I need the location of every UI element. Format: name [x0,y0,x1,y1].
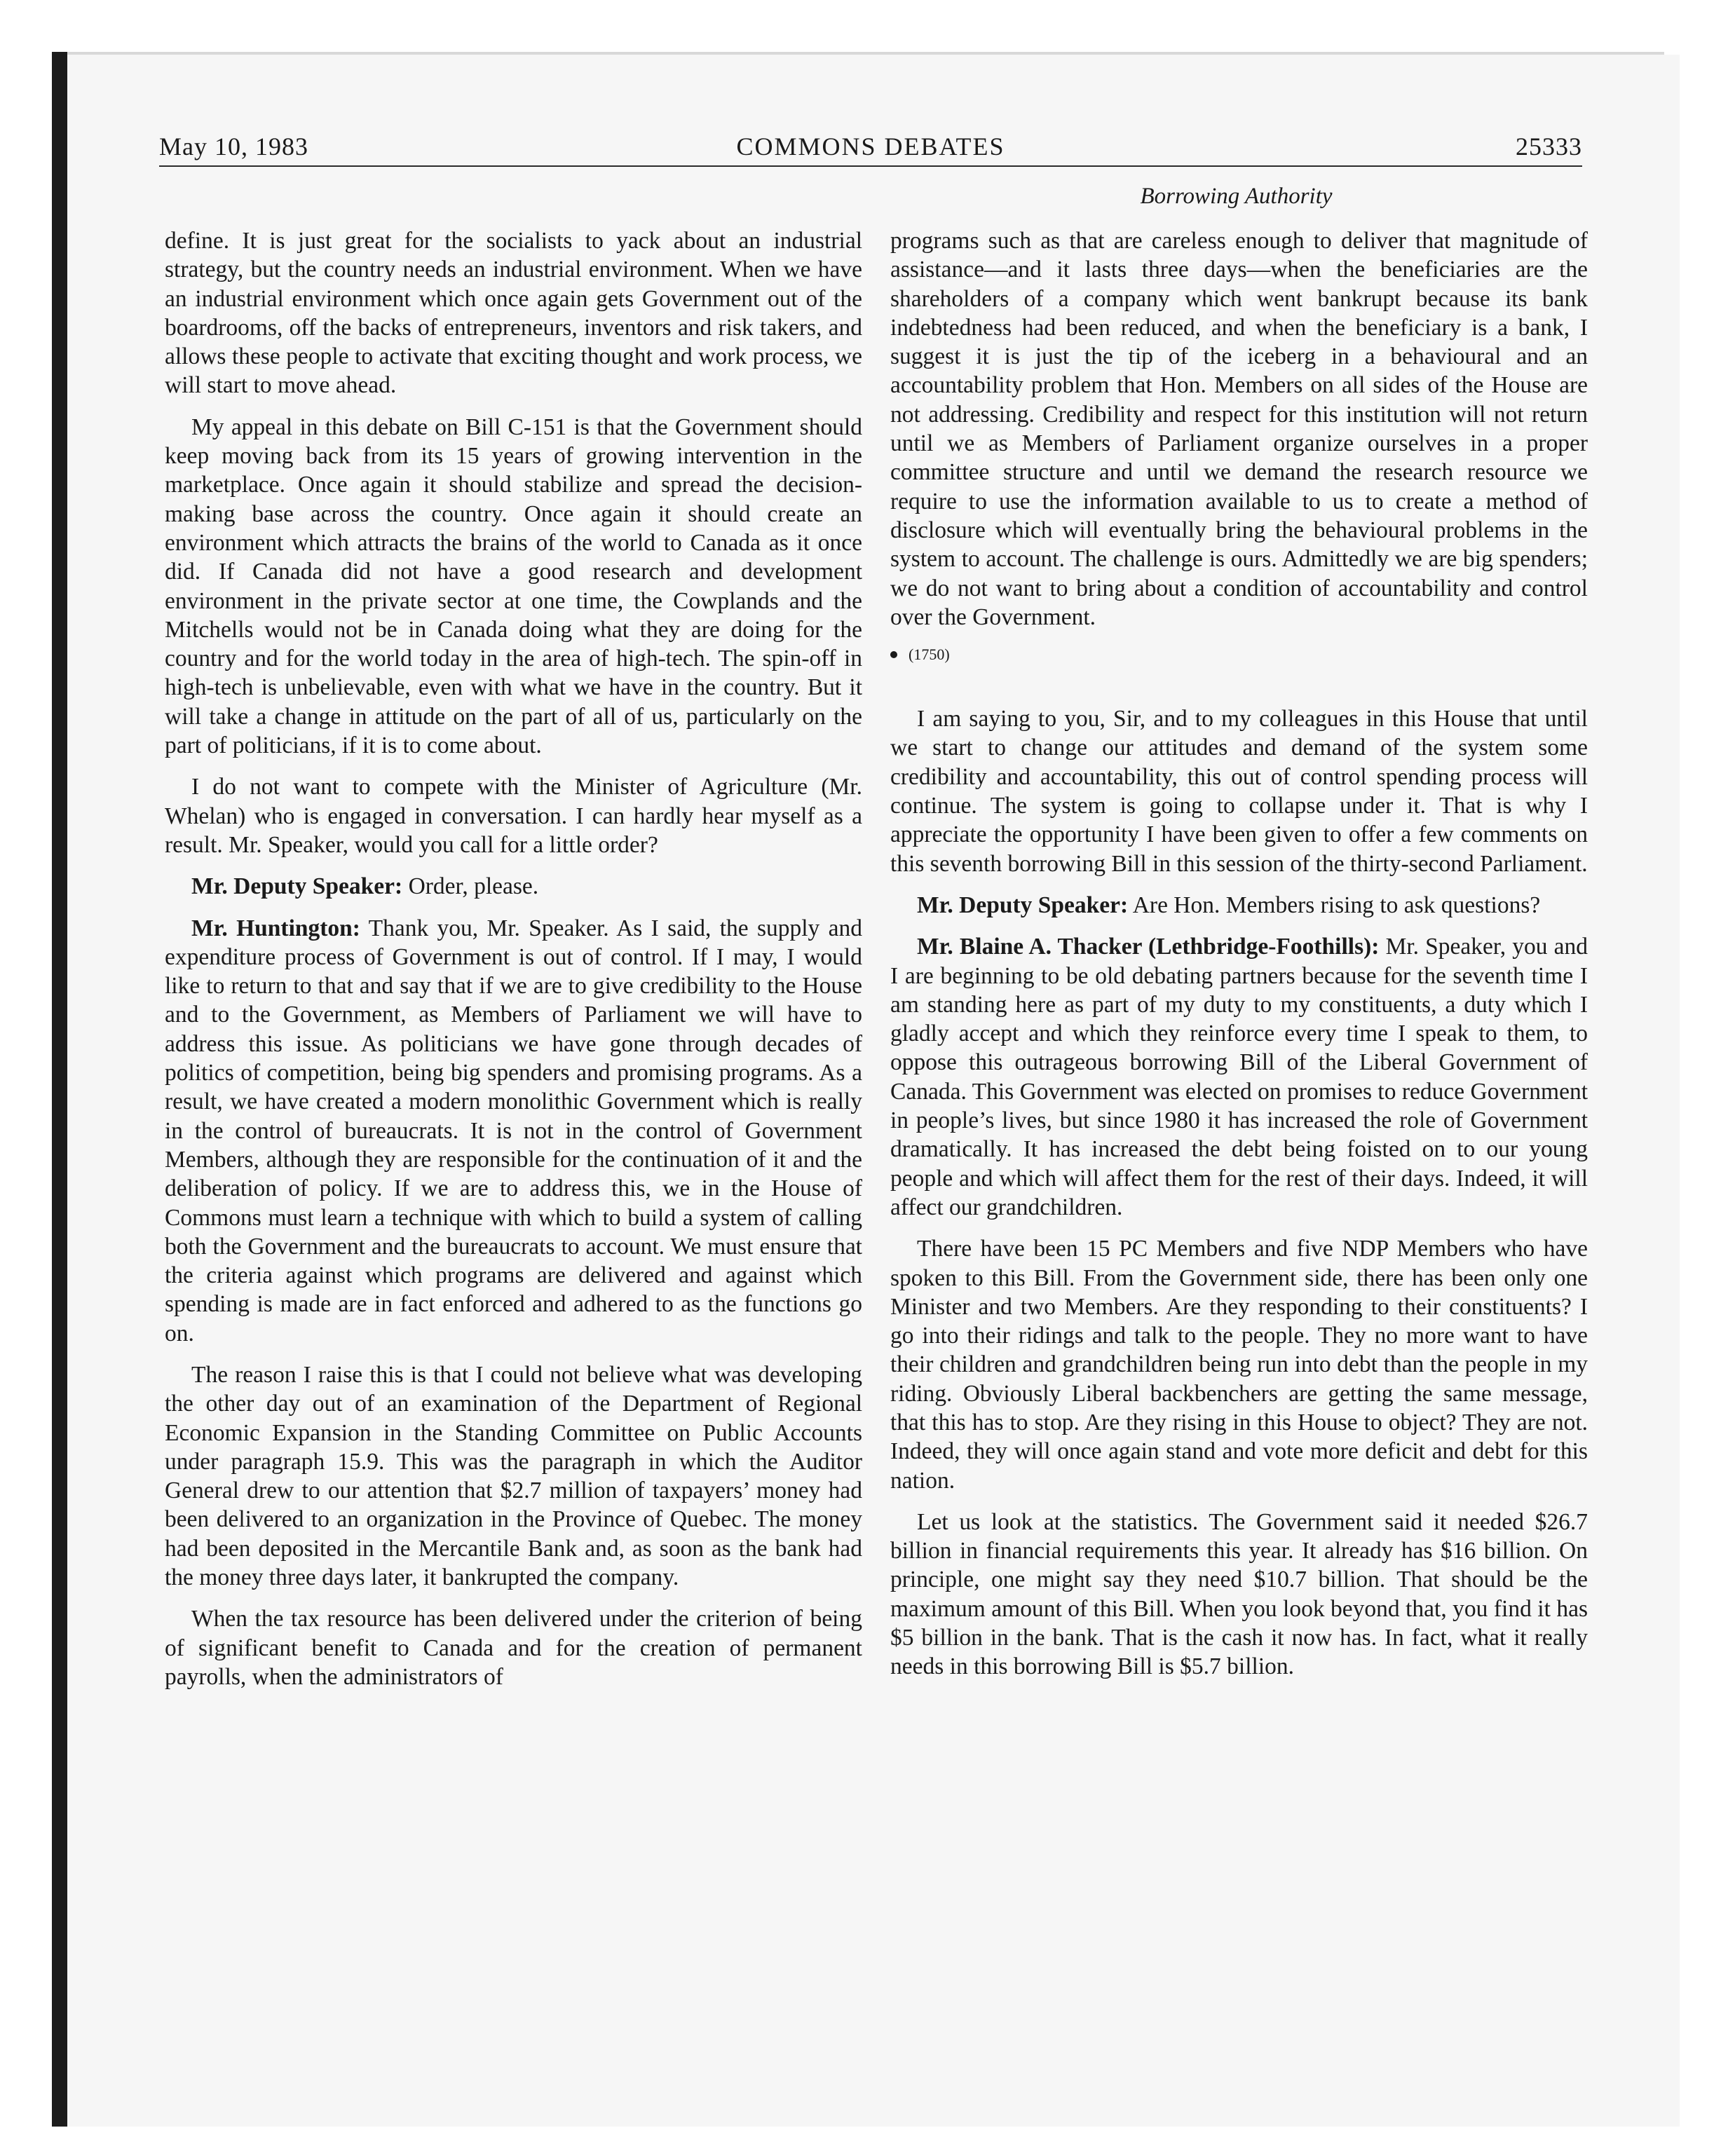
speaker-name: Mr. Blaine A. Thacker (Lethbridge-Foothills): [917,934,1380,960]
paragraph [165,772,862,859]
scan-border-left [52,52,67,2127]
paragraph-text: When the tax resource has been delivered under the criterion of being of significant benefit to Canada and for the creation of permanent payrolls, when the administrators of [165,1606,862,1690]
paragraph-text: programs such as that are careless enough to deliver that magnitude of assistance—and it lasts three days—when the beneficiaries are the shareholders of a company which went bankrupt because its bank indebtedness had been reduced, and when the beneficiary is a bank, I suggest it is just the tip of the iceberg in a behavioural and an accountability problem that Hon. Members on all sides of the House are not addressing. Credibility and respect for this institution will not return until we as Members of Parliament organize ourselves in a proper committee structure and until we demand the research resource we require to use the information available to us to create a method of disclosure which will eventually bring the behavioural problems in the system to account. The challenge is ours. Admittedly we are big spenders; we do not want to bring about a condition of accountability and control over the Government. [890,228,1588,630]
left-column [165,226,862,1704]
paragraph-text: The reason I raise this is that I could not believe what was developing the other day out of an examination of the Department of Regional Economic Expansion in the Standing Committee on Public Accounts under paragraph 15.9. This was the paragraph in which the Auditor General drew to our attention that $2.7 million of taxpayers’ money had been delivered to an organization in the Province of Quebec. The money had been deposited in the Mercantile Bank and, as soon as the bank had the money three days later, it bankrupted the company. [165,1361,862,1591]
speaker-name: Mr. Deputy Speaker: [191,873,403,900]
paragraph [165,226,862,400]
paragraph-text: Thank you, Mr. Speaker. As I said, the supply and expenditure process of Government is out of control. If I may, I would like to return to that and say that if we are to give credibility to the House and to the Government, as Members of Parliament we will have to address this issue. As politicians we have gone through decades of politics of competition, being big spenders and promising programs. As a result, we have created a modern monolithic Government which is really in the control of bureaucrats. It is not in the control of Government Members, although they are responsible for the continuation of it and the deliberation of policy. If we are to address this, we in the House of Commons must learn a technique with which to build a system of calling both the Government and the bureaucrats to account. We must ensure that the criteria against which programs are delivered and against which spending is made are in fact enforced and adhered to as the functions go on. [165,915,862,1346]
paragraph [165,914,862,1348]
right-column-before-marker [890,226,1588,632]
header-page-number: 25333 [1516,132,1582,161]
header-date: May 10, 1983 [159,132,308,161]
paragraph-text: Are Hon. Members rising to ask questions? [1132,892,1541,918]
speaker-name: Mr. Huntington: [191,915,360,941]
speaker-name: Mr. Deputy Speaker: [917,892,1129,918]
time-marker [890,644,1588,665]
paragraph-text: I am saying to you, Sir, and to my colleagues in this House that until we start to change our attitudes and demand of the system some credibility and accountability, this out of control spending process will continue. The system is going to collapse under it. That is why I appreciate the opportunity I have been given to offer a few comments on this seventh borrowing Bill in this session of the thirty-second Parliament. [890,706,1588,877]
paragraph [165,1604,862,1691]
paragraph-text: I do not want to compete with the Minister of Agriculture (Mr. Whelan) who is engaged in conversation. I can hardly hear myself as a result. Mr. Speaker, would you call for a little order? [165,774,862,858]
paragraph [890,932,1588,1222]
paragraph [165,872,862,901]
right-column-after-marker [890,704,1588,1681]
bullet-icon [890,651,897,658]
paragraph-text: Mr. Speaker, you and I are beginning to be old debating partners because for the seventh time I am standing here as part of my duty to my constituents, a duty which I gladly accept and which they reinforce every time I speak to them, to oppose this outrageous borrowing Bill of the Liberal Government of Canada. This Government was elected on promises to reduce Government in people’s lives, but since 1980 it has increased the role of Government dramatically. It has increased the debt being foisted on to our young people and which will affect them for the rest of their days. Indeed, it will affect our grandchildren. [890,934,1588,1220]
paragraph [890,226,1588,632]
paragraph [890,1508,1588,1681]
paragraph [890,704,1588,878]
paragraph-text: Let us look at the statistics. The Government said it needed $26.7 billion in financial requirements this year. It already has $16 billion. On principle, one might say they need $10.7 billion. That should be the maximum amount of this Bill. When you look beyond that, you find it has $5 billion in the bank. That is the cash it now has. In fact, what it really needs in this borrowing Bill is $5.7 billion. [890,1508,1588,1680]
right-column [890,226,1588,1694]
running-header [159,132,1582,168]
paragraph [165,413,862,760]
paragraph [165,1360,862,1592]
paragraph-text: define. It is just great for the socialists to yack about an industrial strategy, but the country needs an industrial environment. When we have an industrial environment which once again gets Government out of the boardrooms, off the backs of entrepreneurs, inventors and risk takers, and allows these people to activate that exciting thought and work process, we will start to move ahead. [165,228,862,399]
time-marker-label: (1750) [909,646,950,664]
paragraph [890,1234,1588,1495]
paragraph [890,891,1588,920]
paragraph-text: There have been 15 PC Members and five NDP Members who have spoken to this Bill. From the Government side, there has been only one Minister and two Members. Are they responding to their constituents? I go into their ridings and talk to the people. They no more want to have their children and grandchildren being run into debt than the people in my riding. Obviously Liberal backbenchers are getting the same message, that this has to stop. Are they rising in this House to object? They are not. Indeed, they will once again stand and vote more deficit and debt for this nation. [890,1236,1588,1494]
header-rule [159,165,1582,167]
section-title: Borrowing Authority [1140,184,1333,209]
paragraph-text: Order, please. [408,873,539,900]
header-publication: COMMONS DEBATES [736,132,1005,161]
paragraph-text: My appeal in this debate on Bill C-151 is that the Government should keep moving back from its 15 years of growing intervention in the marketplace. Once again it should stabilize and spread the decision-making base across the country. Once again it should create an environment which attracts the brains of the world to Canada as it once did. If Canada did not have a good research and development environment in the private sector at one time, the Cowplands and the Mitchells would not be in Canada doing what they are doing for the country and for the world today in the area of high-tech. The spin-off in high-tech is unbelievable, even with what we have in the country. But it will take a change in attitude on the part of all of us, particularly on the part of politicians, if it is to come about. [165,414,862,759]
